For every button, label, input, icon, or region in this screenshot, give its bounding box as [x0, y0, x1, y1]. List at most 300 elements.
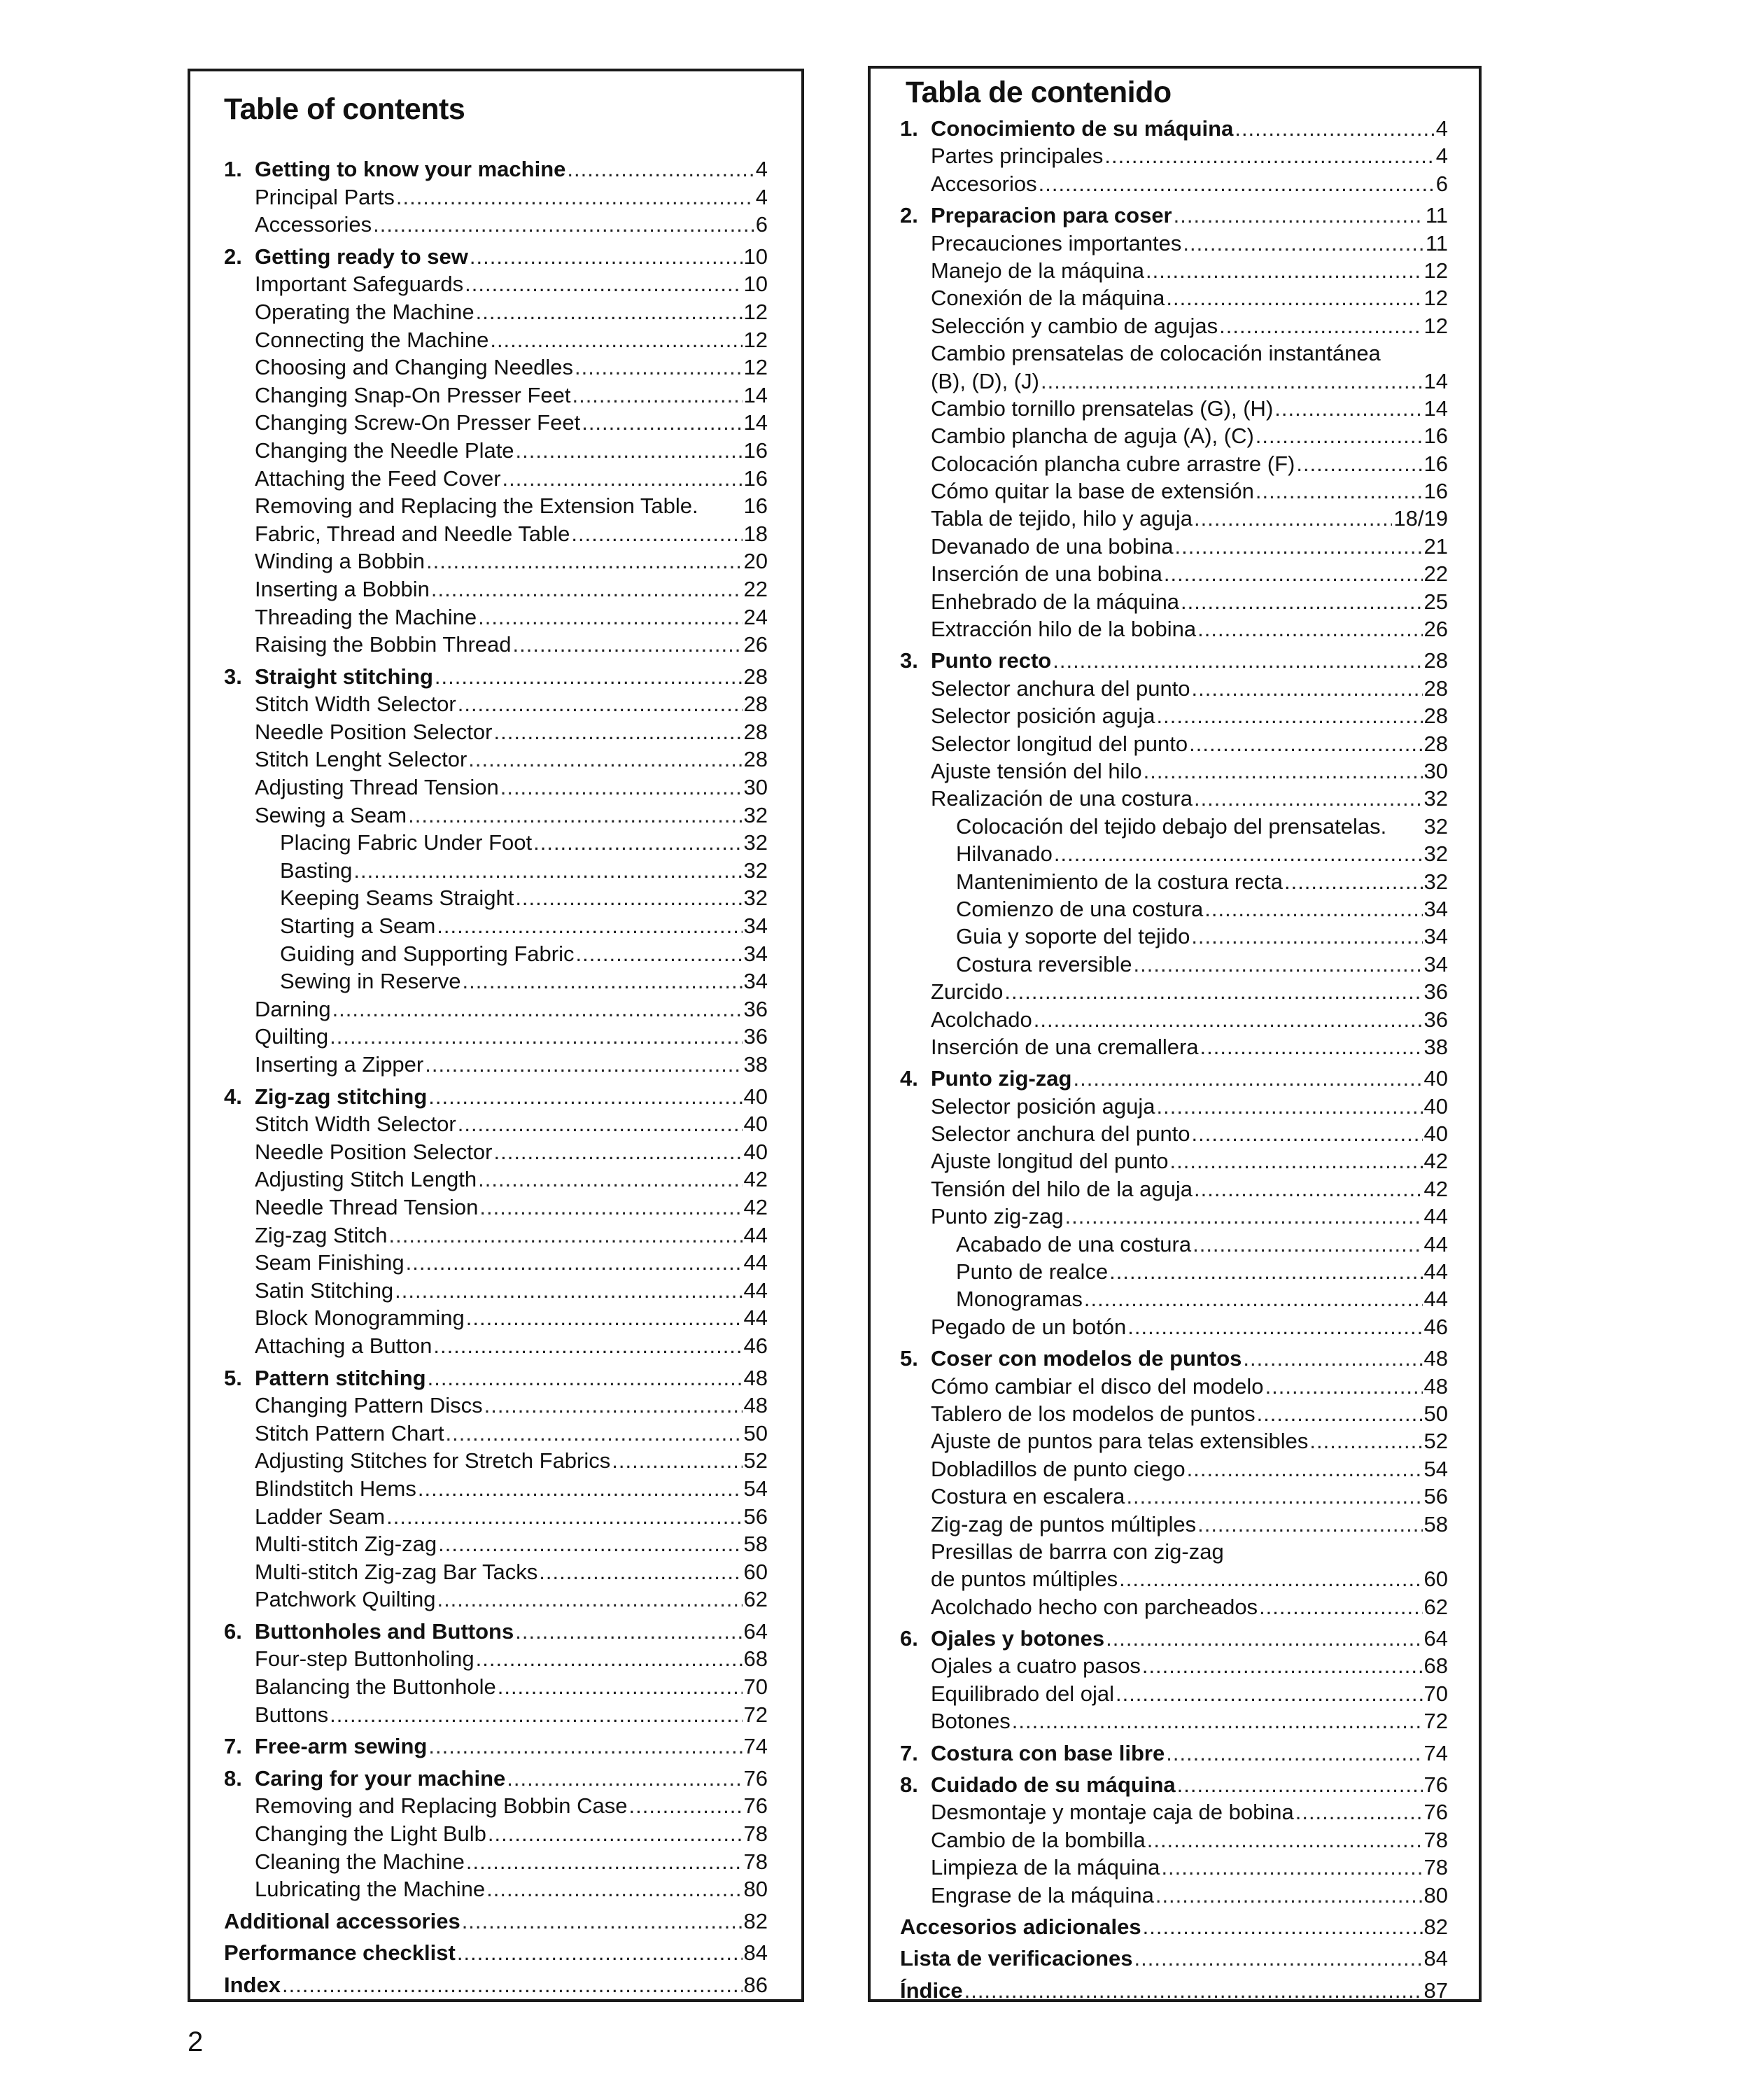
toc-entry: [224, 1364, 768, 1392]
toc-leader-dots: [500, 774, 743, 802]
toc-entry-label: Acolchado: [931, 1007, 1032, 1032]
toc-page-number: 34: [1423, 924, 1448, 949]
toc-entry: [900, 868, 1448, 895]
toc-page-number: 62: [1423, 1594, 1448, 1619]
toc-page-number: 28: [1423, 731, 1448, 756]
toc-page-number: 80: [743, 1877, 768, 1902]
toc-page-number: 32: [1423, 841, 1448, 867]
toc-entry: [900, 1977, 1448, 2004]
toc-entry-label: Manejo de la máquina: [931, 258, 1145, 283]
toc-entry: [224, 575, 768, 603]
toc-entry: [224, 1907, 768, 1935]
toc-leader-dots: [466, 1304, 743, 1332]
toc-page-number: 40: [743, 1112, 768, 1137]
toc-entry: [900, 895, 1448, 923]
english-toc-list: [224, 155, 768, 1999]
toc-leader-dots: [476, 1645, 743, 1673]
toc-leader-dots: [395, 1277, 742, 1305]
toc-entry-label: Lista de verificaciones: [900, 1946, 1133, 1971]
toc-entry-label: Realización de una costura: [931, 786, 1193, 811]
toc-entry: [900, 312, 1448, 340]
toc-leader-dots: [1256, 422, 1423, 449]
toc-entry-label: Multi-stitch Zig-zag Bar Tacks: [255, 1559, 538, 1584]
toc-leader-dots: [488, 1820, 743, 1848]
toc-entry: [900, 1565, 1448, 1592]
toc-leader-dots: [1219, 312, 1422, 340]
toc-entry: [900, 785, 1448, 812]
toc-entry: [900, 1203, 1448, 1230]
toc-entry-label: Ajuste tensión del hilo: [931, 758, 1142, 783]
toc-page-number: 6: [755, 212, 768, 237]
toc-page-number: 32: [743, 830, 768, 855]
toc-leader-dots: [1309, 1427, 1422, 1455]
toc-entry: [224, 183, 768, 211]
toc-entry: [224, 1939, 768, 1967]
toc-page-number: 40: [743, 1139, 768, 1164]
toc-leader-dots: [1194, 505, 1392, 532]
toc-entry: [224, 1875, 768, 1903]
toc-entry: [900, 1945, 1448, 1972]
toc-leader-dots: [1142, 1652, 1423, 1679]
toc-page-number: 78: [743, 1849, 768, 1874]
toc-leader-dots: [486, 1875, 742, 1903]
toc-entry: [900, 257, 1448, 284]
toc-page-number: 32: [1423, 813, 1448, 839]
toc-leader-dots: [437, 912, 742, 940]
toc-chapter-number: 1.: [900, 116, 918, 141]
toc-leader-dots: [1204, 895, 1422, 923]
toc-leader-dots: [1155, 1882, 1423, 1909]
toc-entry-label: Cambio tornillo prensatelas (G), (H): [931, 396, 1274, 421]
toc-leader-dots: [1243, 1345, 1422, 1372]
toc-entry: [900, 1400, 1448, 1427]
toc-entry-label: Needle Position Selector: [255, 719, 493, 744]
toc-page-number: 62: [743, 1587, 768, 1612]
toc-entry: [900, 1511, 1448, 1538]
toc-entry-label: Limpieza de la máquina: [931, 1855, 1160, 1880]
toc-entry-label: Selector anchura del punto: [931, 1121, 1190, 1147]
toc-leader-dots: [1192, 1120, 1423, 1147]
toc-page-number: 10: [743, 244, 768, 269]
toc-entry-label: Cleaning the Machine: [255, 1849, 465, 1874]
toc-page-number: 42: [1423, 1176, 1448, 1201]
toc-entry-label: Changing the Light Bulb: [255, 1821, 486, 1847]
toc-entry: [900, 1065, 1448, 1092]
toc-leader-dots: [539, 1558, 742, 1586]
toc-page-number: 4: [1435, 116, 1448, 141]
toc-leader-dots: [1065, 1203, 1423, 1230]
toc-leader-dots: [389, 1222, 743, 1250]
toc-leader-dots: [1194, 785, 1423, 812]
toc-entry-label: Quilting: [255, 1024, 329, 1049]
toc-leader-dots: [425, 1051, 742, 1079]
toc-page-number: 48: [1423, 1346, 1448, 1371]
toc-chapter-number: 7.: [224, 1734, 242, 1759]
toc-entry-label: Precauciones importantes: [931, 230, 1182, 255]
toc-leader-dots: [406, 1249, 743, 1277]
toc-entry: [224, 1558, 768, 1586]
toc-leader-dots: [575, 354, 743, 382]
toc-page-number: 52: [743, 1448, 768, 1474]
toc-entry-label: Balancing the Buttonhole: [255, 1674, 496, 1700]
toc-page-number: 30: [1423, 758, 1448, 783]
toc-entry: [224, 1023, 768, 1051]
toc-entry-label: Attaching a Button: [255, 1333, 433, 1358]
toc-leader-dots: [1012, 1707, 1423, 1735]
toc-page-number: 50: [1423, 1401, 1448, 1426]
toc-page-number: 16: [743, 438, 768, 463]
toc-entry-label: Seam Finishing: [255, 1250, 405, 1275]
toc-leader-dots: [418, 1475, 743, 1503]
toc-entry: [224, 631, 768, 659]
toc-leader-dots: [498, 1673, 743, 1701]
toc-entry-label: Starting a Seam: [280, 913, 436, 939]
toc-page-number: 12: [1423, 258, 1448, 283]
toc-entry: [224, 298, 768, 326]
toc-entry: [900, 702, 1448, 729]
toc-page-number: 48: [1423, 1373, 1448, 1399]
toc-page-number: 32: [1423, 869, 1448, 894]
toc-entry: [224, 520, 768, 548]
toc-leader-dots: [1116, 1680, 1423, 1707]
toc-entry-label: Ojales a cuatro pasos: [931, 1653, 1141, 1679]
toc-page-number: 74: [743, 1734, 768, 1759]
toc-entry: [224, 326, 768, 354]
toc-entry-label: Adjusting Thread Tension: [255, 775, 499, 800]
toc-page-number: 64: [1423, 1626, 1448, 1651]
toc-page-number: 34: [743, 941, 768, 966]
toc-page-number: 80: [1423, 1882, 1448, 1907]
toc-entry-label: Four-step Buttonholing: [255, 1646, 474, 1672]
toc-entry: [900, 1798, 1448, 1826]
toc-entry-label: Buttonholes and Buttons: [255, 1618, 514, 1644]
toc-page-number: 44: [743, 1306, 768, 1331]
toc-entry: [224, 382, 768, 410]
toc-entry: [900, 202, 1448, 229]
toc-entry-label: Tensión del hilo de la aguja: [931, 1176, 1193, 1201]
toc-entry: [224, 1971, 768, 1999]
toc-page-number: 24: [743, 604, 768, 629]
toc-entry-label: Desmontaje y montaje caja de bobina: [931, 1800, 1294, 1825]
toc-entry: [900, 675, 1448, 702]
toc-entry-label: Keeping Seams Straight: [280, 886, 514, 911]
toc-leader-dots: [1235, 115, 1434, 142]
toc-page-number: 40: [1423, 1093, 1448, 1119]
toc-leader-dots: [1194, 1175, 1423, 1203]
toc-page-number: 44: [1423, 1259, 1448, 1284]
toc-page-number: 58: [743, 1532, 768, 1557]
spanish-toc-list: [900, 115, 1448, 2004]
toc-page-number: 46: [1423, 1314, 1448, 1339]
toc-entry-label: Adjusting Stitch Length: [255, 1167, 477, 1192]
toc-entry-label: Inserting a Zipper: [255, 1052, 424, 1077]
toc-page-number: 14: [1423, 396, 1448, 421]
toc-page-number: 64: [743, 1618, 768, 1644]
toc-entry: [900, 757, 1448, 785]
toc-page-number: 40: [1423, 1121, 1448, 1147]
toc-page-number: 6: [1435, 171, 1448, 196]
toc-leader-dots: [493, 718, 742, 746]
toc-entry: [224, 1475, 768, 1503]
toc-page-number: 48: [743, 1365, 768, 1390]
toc-page-number: 12: [1423, 286, 1448, 311]
toc-page-number: 22: [743, 576, 768, 601]
toc-entry: [900, 951, 1448, 978]
toc-page-number: 28: [1423, 704, 1448, 729]
toc-leader-dots: [1054, 840, 1423, 867]
toc-entry-label: Costura con base libre: [931, 1740, 1165, 1765]
toc-leader-dots: [1073, 1065, 1422, 1092]
toc-leader-dots: [1259, 1593, 1422, 1620]
toc-entry: [224, 1618, 768, 1646]
toc-entry-label: Operating the Machine: [255, 299, 474, 324]
toc-entry: [224, 1586, 768, 1614]
toc-page-number: 28: [743, 747, 768, 772]
toc-entry-label: Buttons: [255, 1702, 329, 1727]
toc-page-number: 32: [743, 802, 768, 827]
toc-page-number: 82: [1423, 1914, 1448, 1939]
toc-leader-dots: [1146, 257, 1422, 284]
toc-entry-label: Changing Snap-On Presser Feet: [255, 382, 571, 407]
toc-entry: [900, 560, 1448, 587]
toc-entry-label: Performance checklist: [224, 1940, 456, 1966]
toc-entry: [900, 477, 1448, 505]
toc-page-number: 38: [1423, 1034, 1448, 1059]
toc-entry: [900, 588, 1448, 615]
toc-leader-dots: [1193, 1231, 1422, 1258]
toc-entry: [224, 857, 768, 885]
toc-leader-dots: [437, 1586, 742, 1614]
toc-page-number: 76: [1423, 1800, 1448, 1825]
toc-entry: [900, 923, 1448, 950]
toc-leader-dots: [396, 183, 754, 211]
toc-leader-dots: [462, 967, 742, 995]
toc-entry: [900, 505, 1448, 532]
toc-entry: [900, 647, 1448, 674]
toc-entry: [224, 1083, 768, 1111]
toc-page-number: 28: [743, 692, 768, 717]
toc-leader-dots: [1134, 951, 1423, 978]
toc-entry-label: Straight stitching: [255, 664, 433, 689]
toc-leader-dots: [493, 1138, 742, 1166]
toc-entry-label: Acolchado hecho con parcheados: [931, 1594, 1258, 1619]
toc-leader-dots: [502, 465, 743, 493]
toc-page-number: 78: [1423, 1827, 1448, 1852]
toc-leader-dots: [1197, 615, 1422, 643]
toc-chapter-number: 4.: [224, 1084, 242, 1109]
toc-entry-label: Cambio prensatelas de colocación instantánea: [931, 341, 1381, 366]
toc-page-number: 36: [743, 1024, 768, 1049]
toc-leader-dots: [1147, 1826, 1423, 1854]
toc-entry: [900, 1427, 1448, 1455]
toc-entry-label: Índice: [900, 1977, 963, 2003]
toc-entry-label: Monogramas: [956, 1287, 1083, 1312]
toc-entry: [224, 1332, 768, 1360]
toc-entry: [900, 1285, 1448, 1312]
toc-page-number: 4: [1435, 144, 1448, 169]
toc-page-number: 36: [1423, 979, 1448, 1004]
toc-entry-label: Guia y soporte del tejido: [956, 924, 1190, 949]
toc-entry: [224, 1792, 768, 1820]
toc-page-number: 36: [1423, 1007, 1448, 1032]
toc-page-number: 14: [1423, 368, 1448, 393]
toc-entry-label: Attaching the Feed Cover: [255, 465, 501, 491]
toc-page-number: 22: [1423, 561, 1448, 587]
spanish-toc-title: Tabla de contenido: [906, 76, 1172, 109]
toc-page-number: 14: [743, 382, 768, 407]
toc-page-number: 34: [1423, 951, 1448, 976]
toc-entry-label: Removing and Replacing the Extension Table.: [255, 493, 698, 519]
toc-entry: [224, 492, 768, 520]
toc-entry-label: (B), (D), (J): [931, 368, 1039, 393]
toc-entry: [900, 368, 1448, 395]
toc-leader-dots: [1166, 284, 1422, 312]
toc-entry: [900, 1455, 1448, 1483]
toc-page-number: 32: [743, 858, 768, 883]
toc-entry: [900, 340, 1448, 367]
toc-page-number: 12: [1423, 313, 1448, 338]
toc-entry: [224, 1701, 768, 1729]
toc-page-number: 58: [1423, 1511, 1448, 1536]
toc-entry: [224, 718, 768, 746]
toc-entry-label: Tabla de tejido, hilo y aguja: [931, 506, 1193, 531]
toc-page-number: 40: [743, 1084, 768, 1109]
toc-leader-dots: [458, 690, 743, 718]
toc-page-number: 10: [743, 272, 768, 297]
toc-entry-label: Stitch Width Selector: [255, 1112, 456, 1137]
toc-entry: [900, 1147, 1448, 1175]
toc-entry: [224, 1166, 768, 1194]
toc-entry-label: Satin Stitching: [255, 1278, 394, 1303]
toc-entry-label: Blindstitch Hems: [255, 1476, 416, 1501]
toc-leader-dots: [629, 1792, 743, 1820]
toc-entry: [224, 1503, 768, 1531]
toc-page-number: 16: [1423, 451, 1448, 476]
toc-leader-dots: [1191, 923, 1422, 950]
toc-page-number: 12: [743, 355, 768, 380]
toc-entry: [900, 1538, 1448, 1565]
toc-entry: [224, 690, 768, 718]
toc-entry: [224, 603, 768, 631]
toc-page-number: 16: [1423, 479, 1448, 504]
toc-entry-label: Getting to know your machine: [255, 157, 566, 181]
toc-entry-label: Costura reversible: [956, 951, 1132, 976]
toc-page-number: 16: [743, 493, 768, 519]
toc-leader-dots: [1265, 1373, 1423, 1400]
toc-leader-dots: [490, 326, 742, 354]
toc-entry-label: Index: [224, 1973, 281, 1997]
toc-entry-label: de puntos múltiples: [931, 1567, 1118, 1592]
toc-entry-label: Cambio plancha de aguja (A), (C): [931, 424, 1254, 449]
toc-entry-label: Sewing in Reserve: [280, 969, 461, 994]
toc-entry-label: Coser con modelos de puntos: [931, 1346, 1242, 1371]
toc-chapter-number: 3.: [900, 648, 918, 673]
toc-page-number: 74: [1423, 1740, 1448, 1765]
toc-page-number: 76: [743, 1765, 768, 1791]
toc-leader-dots: [1192, 675, 1423, 702]
toc-entry-label: Stitch Width Selector: [255, 692, 456, 717]
toc-chapter-number: 1.: [224, 157, 242, 181]
toc-page-number: 26: [1423, 617, 1448, 642]
toc-entry-label: Removing and Replacing Bobbin Case: [255, 1793, 628, 1819]
toc-leader-dots: [516, 437, 743, 465]
toc-leader-dots: [353, 857, 742, 885]
toc-entry-label: Devanado de una bobina: [931, 533, 1174, 559]
toc-leader-dots: [428, 1083, 742, 1111]
toc-entry-label: Punto recto: [931, 648, 1052, 673]
toc-leader-dots: [1126, 1483, 1422, 1510]
toc-leader-dots: [433, 1332, 742, 1360]
toc-entry-label: Ojales y botones: [931, 1626, 1105, 1651]
toc-entry: [224, 155, 768, 183]
english-toc-title: Table of contents: [224, 92, 465, 126]
toc-entry-label: Conocimiento de su máquina: [931, 116, 1234, 141]
toc-entry: [224, 354, 768, 382]
toc-entry: [900, 230, 1448, 257]
toc-entry-label: Hilvanado: [956, 841, 1053, 867]
toc-leader-dots: [1284, 868, 1423, 895]
toc-entry-label: Zig-zag Stitch: [255, 1222, 388, 1247]
toc-entry-label: Raising the Bobbin Thread: [255, 632, 512, 657]
toc-entry-label: Extracción hilo de la bobina: [931, 617, 1197, 642]
toc-page-number: 40: [1423, 1066, 1448, 1091]
toc-leader-dots: [282, 1971, 743, 1999]
toc-entry: [224, 547, 768, 575]
toc-leader-dots: [1295, 1798, 1423, 1826]
toc-leader-dots: [1034, 1006, 1423, 1033]
toc-leader-dots: [1143, 1913, 1423, 1940]
toc-entry-label: Acabado de una costura: [956, 1231, 1192, 1256]
toc-leader-dots: [964, 1977, 1423, 2004]
toc-leader-dots: [446, 1420, 743, 1448]
toc-entry-label: Choosing and Changing Needles: [255, 355, 573, 380]
toc-entry-label: Comienzo de una costura: [956, 896, 1204, 921]
toc-entry: [900, 1231, 1448, 1258]
toc-entry: [224, 884, 768, 912]
toc-entry-label: Multi-stitch Zig-zag: [255, 1532, 437, 1557]
toc-entry: [224, 1848, 768, 1876]
toc-page-number: 34: [743, 969, 768, 994]
toc-entry-label: Stitch Lenght Selector: [255, 747, 467, 772]
toc-page-number: 26: [743, 632, 768, 657]
toc-leader-dots: [567, 155, 754, 183]
toc-entry-label: Selector anchura del punto: [931, 676, 1190, 701]
toc-leader-dots: [1004, 978, 1422, 1005]
toc-entry: [224, 940, 768, 968]
toc-entry: [224, 1249, 768, 1277]
toc-entry: [900, 1771, 1448, 1798]
toc-leader-dots: [428, 1364, 743, 1392]
toc-leader-dots: [1109, 1258, 1422, 1285]
toc-entry-label: Mantenimiento de la costura recta: [956, 869, 1283, 894]
toc-leader-dots: [1164, 560, 1423, 587]
toc-page-number: 44: [743, 1278, 768, 1303]
toc-page-number: 28: [1423, 676, 1448, 701]
toc-entry-label: Enhebrado de la máquina: [931, 589, 1180, 614]
toc-entry: [900, 1120, 1448, 1147]
toc-entry: [900, 1680, 1448, 1707]
toc-leader-dots: [330, 1701, 742, 1729]
toc-entry-label: Principal Parts: [255, 184, 395, 209]
toc-entry: [224, 1765, 768, 1793]
toc-leader-dots: [1174, 202, 1424, 229]
toc-page-number: 44: [1423, 1287, 1448, 1312]
toc-entry-label: Patchwork Quilting: [255, 1587, 436, 1612]
toc-entry-label: Ajuste de puntos para telas extensibles: [931, 1429, 1309, 1454]
toc-page-number: 25: [1423, 589, 1448, 614]
toc-leader-dots: [515, 884, 742, 912]
toc-leader-dots: [1200, 1033, 1423, 1060]
